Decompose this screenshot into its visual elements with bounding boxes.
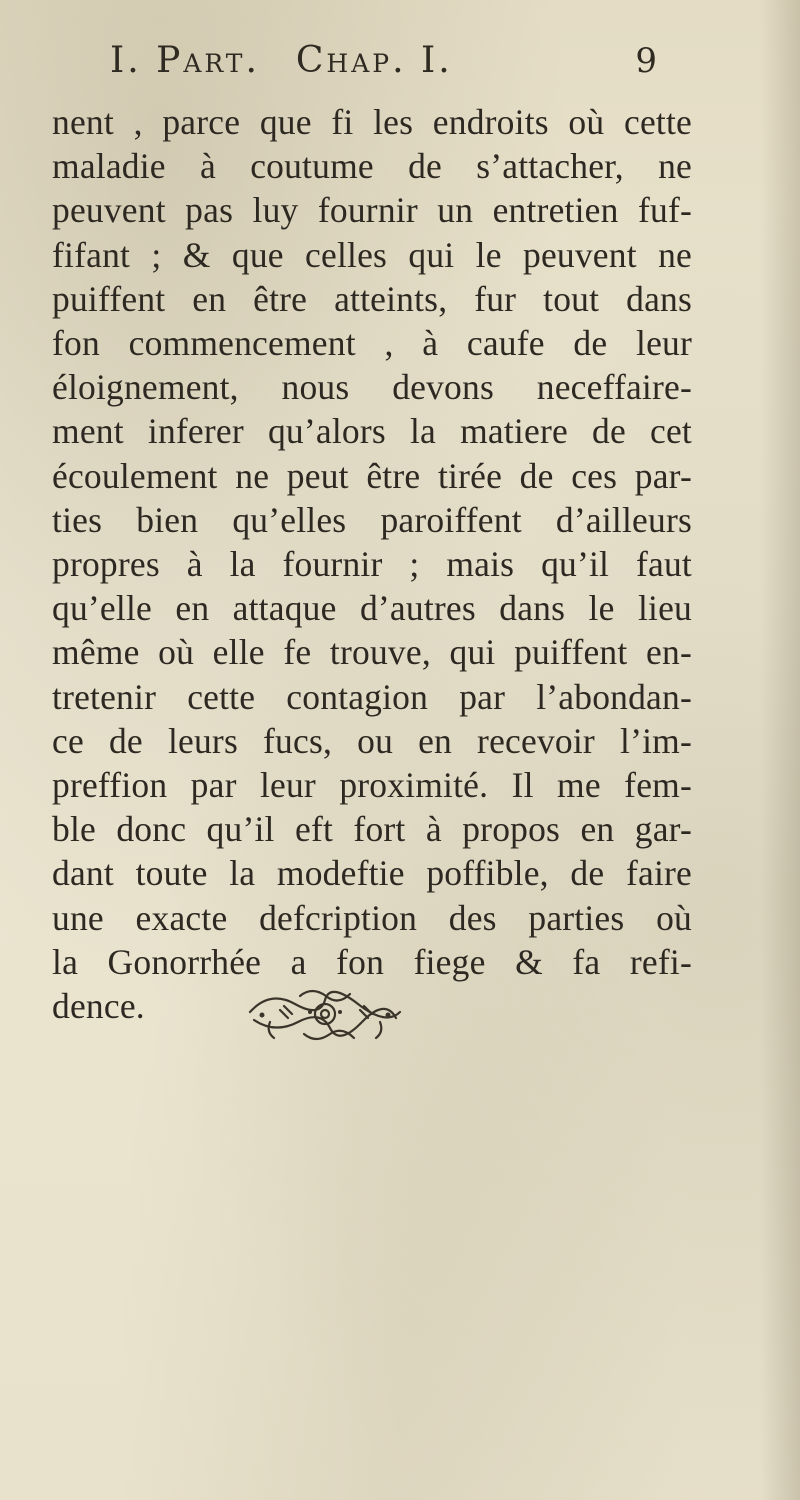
- header-part: I. Part.: [110, 40, 260, 81]
- text-line: tretenir cette contagion par l’abondan-: [52, 676, 692, 717]
- text-line: ties bien qu’elles paroiffent d’ailleurs: [52, 499, 692, 540]
- text-line: dant toute la modeftie poffible, de faire: [52, 853, 692, 894]
- text-line: écoulement ne peut être tirée de ces par-: [52, 455, 692, 496]
- text-line: maladie à coutume de s’attacher, ne: [52, 146, 692, 187]
- text-line: la Gonorrhée a fon fiege & fa refi-: [52, 941, 692, 982]
- text-line: une exacte defcription des parties où: [52, 897, 692, 938]
- text-line: nent , parce que fi les endroits où cette: [52, 102, 692, 142]
- header-chapter: Chap. I.: [295, 40, 453, 81]
- text-line: ment inferer qu’alors la matiere de cet: [52, 411, 692, 452]
- text-line: éloignement, nous devons neceffaire-: [52, 367, 692, 408]
- text-line: qu’elle en attaque d’autres dans le lieu: [52, 588, 692, 629]
- body-text: [52, 100, 692, 1028]
- text-line: fifant ; & que celles qui le peuvent ne: [52, 234, 692, 275]
- text-line: fon commencement , à caufe de leur: [52, 323, 692, 364]
- text-line: même où elle fe trouve, qui puiffent en-: [52, 632, 692, 673]
- text-line: ble donc qu’il eft fort à propos en gar-: [52, 809, 692, 850]
- running-header: [100, 40, 660, 98]
- page-number: 9: [635, 41, 660, 81]
- page-edge-shadow: [760, 0, 800, 1500]
- text-line: propres à la fournir ; mais qu’il faut: [52, 544, 692, 585]
- text-line: preffion par leur proximité. Il me fem-: [52, 765, 692, 806]
- printers-ornament-icon: [240, 982, 410, 1052]
- text-line: ce de leurs fucs, ou en recevoir l’im-: [52, 720, 692, 761]
- text-line: peuvent pas luy fournir un entretien fuf-: [52, 190, 692, 231]
- text-line-last: dence.: [52, 986, 145, 1027]
- text-line: puiffent en être atteints, fur tout dans: [52, 278, 692, 319]
